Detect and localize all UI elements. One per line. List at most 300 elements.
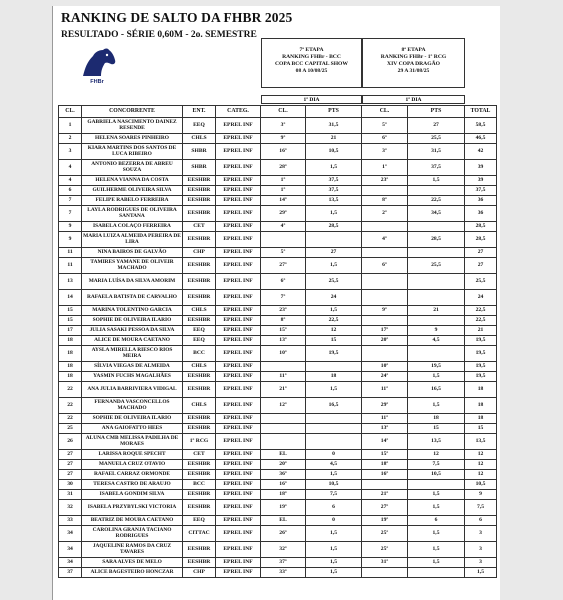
etapa-7-ranking: RANKING FHBr - BCC xyxy=(282,54,341,60)
total-points-cell: 22,5 xyxy=(465,306,497,316)
competitor-name-cell: LARISSA ROQUE SPECHT xyxy=(82,450,183,460)
entity-cell: EEQ xyxy=(183,326,216,336)
total-points-cell: 9 xyxy=(465,490,497,500)
etapa7-points-cell: 37,5 xyxy=(306,176,362,186)
category-cell: EPREL INF xyxy=(216,306,261,316)
etapa7-place-cell: 21º xyxy=(261,382,306,398)
etapa7-place-cell: 10º xyxy=(261,346,306,362)
competitor-name-cell: ALUNA CMB MELISSA PADILHA DE MORAES xyxy=(82,434,183,450)
entity-cell: EESHBR xyxy=(183,232,216,248)
total-points-cell: 12 xyxy=(465,470,497,480)
etapa8-points-cell: 37,5 xyxy=(408,160,465,176)
entity-cell: EESHBR xyxy=(183,274,216,290)
etapa-7-header xyxy=(261,38,362,88)
rank-cell: 18 xyxy=(59,362,82,372)
rank-cell: 18 xyxy=(59,346,82,362)
etapa8-points-cell: 12 xyxy=(408,450,465,460)
total-points-cell: 46,5 xyxy=(465,134,497,144)
col-header-cl-etapa8: CL. xyxy=(362,106,408,118)
entity-cell: EESHBR xyxy=(183,258,216,274)
etapa8-place-cell: 3º xyxy=(362,144,408,160)
total-points-cell: 58,5 xyxy=(465,118,497,134)
category-cell: EPREL INF xyxy=(216,134,261,144)
entity-cell: EEQ xyxy=(183,118,216,134)
total-points-cell: 3 xyxy=(465,526,497,542)
etapa8-place-cell: 27º xyxy=(362,500,408,516)
etapa8-place-cell: 9º xyxy=(362,306,408,316)
competitor-name-cell: JULIA SASAKI PESSOA DA SILVA xyxy=(82,326,183,336)
col-header-pts-etapa8: PTS xyxy=(408,106,465,118)
etapa8-points-cell: 1,5 xyxy=(408,176,465,186)
category-cell: EPREL INF xyxy=(216,336,261,346)
competitor-name-cell: KIARA MARTINS DOS SANTOS DE LUCA RIBEIRO xyxy=(82,144,183,160)
etapa7-points-cell: 1,5 xyxy=(306,258,362,274)
category-cell: EPREL INF xyxy=(216,460,261,470)
etapa7-place-cell: 33º xyxy=(261,568,306,578)
etapa8-points-cell xyxy=(408,568,465,578)
competitor-name-cell: ANA GAIOFATTO HEES xyxy=(82,424,183,434)
rank-cell: 18 xyxy=(59,336,82,346)
etapa7-points-cell: 37,5 xyxy=(306,186,362,196)
etapa8-points-cell: 1,5 xyxy=(408,542,465,558)
category-cell: EPREL INF xyxy=(216,176,261,186)
etapa7-points-cell: 4,5 xyxy=(306,460,362,470)
competitor-name-cell: NINA BAIROS DE GALVÃO xyxy=(82,248,183,258)
competitor-name-cell: SOPHIE DE OLIVEIRA ILARIO xyxy=(82,316,183,326)
etapa8-points-cell: 1,5 xyxy=(408,490,465,500)
etapa8-points-cell: 1,5 xyxy=(408,500,465,516)
etapa8-points-cell xyxy=(408,290,465,306)
etapa-7-event: COPA BCC CAPITAL SHOW xyxy=(275,61,348,67)
etapa7-points-cell: 15 xyxy=(306,336,362,346)
table-row xyxy=(59,414,497,424)
total-points-cell: 27 xyxy=(465,258,497,274)
etapa8-place-cell: 20º xyxy=(362,336,408,346)
entity-cell: EESHBR xyxy=(183,542,216,558)
etapa7-place-cell: 16º xyxy=(261,144,306,160)
total-points-cell: 28,5 xyxy=(465,222,497,232)
category-cell: EPREL INF xyxy=(216,346,261,362)
rank-cell: 27 xyxy=(59,450,82,460)
etapa8-place-cell: 16º xyxy=(362,470,408,480)
etapa8-place-cell: 25º xyxy=(362,542,408,558)
ranking-table xyxy=(58,105,497,578)
etapa7-place-cell: 5º xyxy=(261,248,306,258)
rank-cell: 30 xyxy=(59,480,82,490)
etapa8-points-cell xyxy=(408,480,465,490)
rank-cell: 27 xyxy=(59,470,82,480)
etapa7-place-cell: 6º xyxy=(261,274,306,290)
etapa7-place-cell: 4º xyxy=(261,222,306,232)
category-cell: EPREL INF xyxy=(216,290,261,306)
rank-cell: 22 xyxy=(59,398,82,414)
entity-cell: EESHBR xyxy=(183,382,216,398)
table-row xyxy=(59,558,497,568)
competitor-name-cell: AYSLA MIRELLA RIESCO RIOS MEIRA xyxy=(82,346,183,362)
etapa8-points-cell: 13,5 xyxy=(408,434,465,450)
table-row xyxy=(59,500,497,516)
etapa8-place-cell: 4º xyxy=(362,232,408,248)
table-row xyxy=(59,160,497,176)
category-cell: EPREL INF xyxy=(216,160,261,176)
col-header-pts-etapa7: PTS xyxy=(306,106,362,118)
total-points-cell: 39 xyxy=(465,160,497,176)
total-points-cell: 19,5 xyxy=(465,336,497,346)
etapa7-place-cell: 8º xyxy=(261,316,306,326)
table-row xyxy=(59,480,497,490)
etapa8-place-cell: 6º xyxy=(362,134,408,144)
category-cell: EPREL INF xyxy=(216,196,261,206)
entity-cell: EESHBR xyxy=(183,424,216,434)
etapa7-place-cell: 1º xyxy=(261,186,306,196)
etapa8-points-cell: 6 xyxy=(408,516,465,526)
entity-cell: EESHBR xyxy=(183,290,216,306)
total-points-cell: 28,5 xyxy=(465,232,497,248)
rank-cell: 15 xyxy=(59,306,82,316)
etapa8-place-cell: 24º xyxy=(362,372,408,382)
total-points-cell: 10,5 xyxy=(465,480,497,490)
competitor-name-cell: LAYLA RODRIGUES DE OLIVEIRA SANTANA xyxy=(82,206,183,222)
rank-cell: 34 xyxy=(59,526,82,542)
category-cell: EPREL INF xyxy=(216,362,261,372)
rank-cell: 27 xyxy=(59,460,82,470)
table-row xyxy=(59,274,497,290)
category-cell: EPREL INF xyxy=(216,206,261,222)
entity-cell: CHLS xyxy=(183,306,216,316)
table-row xyxy=(59,134,497,144)
etapa8-place-cell xyxy=(362,274,408,290)
etapa7-points-cell xyxy=(306,362,362,372)
etapa7-place-cell xyxy=(261,434,306,450)
etapa8-points-cell: 31,5 xyxy=(408,144,465,160)
competitor-name-cell: ALICE BAGESTEIRO HONCZAR xyxy=(82,568,183,578)
entity-cell: EESHBR xyxy=(183,490,216,500)
category-cell: EPREL INF xyxy=(216,470,261,480)
etapa7-points-cell: 27 xyxy=(306,248,362,258)
entity-cell: CHLS xyxy=(183,398,216,414)
total-points-cell: 42 xyxy=(465,144,497,160)
etapa8-place-cell: 19º xyxy=(362,516,408,526)
entity-cell: CITTAC xyxy=(183,526,216,542)
table-row xyxy=(59,460,497,470)
etapa7-points-cell: 28,5 xyxy=(306,222,362,232)
category-cell: EPREL INF xyxy=(216,186,261,196)
rank-cell: 1 xyxy=(59,118,82,134)
etapa8-place-cell xyxy=(362,568,408,578)
competitor-name-cell: FERNANDA VASCONCELLOS MACHADO xyxy=(82,398,183,414)
etapa7-place-cell: 7º xyxy=(261,290,306,306)
table-row xyxy=(59,490,497,500)
ranking-sheet xyxy=(52,6,500,600)
category-cell: EPREL INF xyxy=(216,558,261,568)
etapa7-place-cell: 15º xyxy=(261,326,306,336)
total-points-cell: 36 xyxy=(465,196,497,206)
etapa8-points-cell: 25,5 xyxy=(408,134,465,144)
competitor-name-cell: JAQUELINE RAMOS DA CRUZ TAVARES xyxy=(82,542,183,558)
total-points-cell: 7,5 xyxy=(465,500,497,516)
etapa7-place-cell xyxy=(261,414,306,424)
etapa8-place-cell xyxy=(362,480,408,490)
etapa-8-event: XIV COPA DRAGÃO xyxy=(387,61,440,67)
etapa8-place-cell: 18º xyxy=(362,460,408,470)
etapa8-place-cell: 2º xyxy=(362,206,408,222)
etapa7-points-cell xyxy=(306,414,362,424)
rank-cell: 3 xyxy=(59,144,82,160)
category-cell: EPREL INF xyxy=(216,414,261,424)
total-points-cell: 22,5 xyxy=(465,316,497,326)
table-row xyxy=(59,542,497,558)
competitor-name-cell: SARA ALVES DE MELO xyxy=(82,558,183,568)
category-cell: EPREL INF xyxy=(216,372,261,382)
rank-cell: 11 xyxy=(59,258,82,274)
category-cell: EPREL INF xyxy=(216,248,261,258)
table-row xyxy=(59,186,497,196)
etapa8-place-cell: 6º xyxy=(362,258,408,274)
etapa8-place-cell xyxy=(362,290,408,306)
etapa8-place-cell: 13º xyxy=(362,424,408,434)
rank-cell: 11 xyxy=(59,248,82,258)
entity-cell: CHLS xyxy=(183,362,216,372)
competitor-name-cell: ISABELA COLAÇO FERREIRA xyxy=(82,222,183,232)
etapa7-place-cell: 11º xyxy=(261,372,306,382)
etapa7-place-cell: 14º xyxy=(261,196,306,206)
competitor-name-cell: RAFAEL CARRAZ ORMONDE xyxy=(82,470,183,480)
col-header-cl-etapa7: CL. xyxy=(261,106,306,118)
rank-cell: 33 xyxy=(59,516,82,526)
table-row xyxy=(59,382,497,398)
etapa8-points-cell: 4,5 xyxy=(408,336,465,346)
etapa8-points-cell: 27 xyxy=(408,118,465,134)
rank-cell: 17 xyxy=(59,326,82,336)
etapa7-points-cell: 16,5 xyxy=(306,398,362,414)
entity-cell: CET xyxy=(183,222,216,232)
entity-cell: SHBR xyxy=(183,144,216,160)
document-title: RANKING DE SALTO DA FHBR 2025 xyxy=(61,10,293,25)
category-cell: EPREL INF xyxy=(216,398,261,414)
etapa8-points-cell xyxy=(408,274,465,290)
rank-cell: 6 xyxy=(59,186,82,196)
etapa7-points-cell: 19,5 xyxy=(306,346,362,362)
total-points-cell: 18 xyxy=(465,398,497,414)
col-header-cl: CL. xyxy=(59,106,82,118)
table-row xyxy=(59,568,497,578)
rank-cell: 4 xyxy=(59,176,82,186)
etapa8-points-cell: 28,5 xyxy=(408,232,465,248)
etapa8-points-cell: 10,5 xyxy=(408,470,465,480)
rank-cell: 26 xyxy=(59,434,82,450)
total-points-cell: 19,5 xyxy=(465,362,497,372)
etapa8-points-cell: 34,5 xyxy=(408,206,465,222)
etapa7-points-cell xyxy=(306,232,362,248)
entity-cell: EESHBR xyxy=(183,470,216,480)
etapa8-points-cell xyxy=(408,248,465,258)
competitor-name-cell: HELENA VIANNA DA COSTA xyxy=(82,176,183,186)
etapa7-points-cell: 10,5 xyxy=(306,144,362,160)
table-row xyxy=(59,258,497,274)
etapa8-place-cell: 8º xyxy=(362,196,408,206)
etapa8-points-cell xyxy=(408,316,465,326)
etapa8-place-cell: 1º xyxy=(362,160,408,176)
etapa7-place-cell: 32º xyxy=(261,542,306,558)
table-row xyxy=(59,372,497,382)
entity-cell: 1º RCG xyxy=(183,434,216,450)
etapa8-place-cell xyxy=(362,316,408,326)
etapa7-place-cell: 3º xyxy=(261,118,306,134)
category-cell: EPREL INF xyxy=(216,144,261,160)
etapa8-place-cell: 17º xyxy=(362,326,408,336)
table-row xyxy=(59,306,497,316)
total-points-cell: 3 xyxy=(465,542,497,558)
etapa-8-ranking: RANKING FHBr - 1º RCG xyxy=(380,54,447,60)
competitor-name-cell: HELENA SOARES PINHEIRO xyxy=(82,134,183,144)
etapa8-place-cell: 29º xyxy=(362,398,408,414)
entity-cell: EESHBR xyxy=(183,460,216,470)
competitor-name-cell: ANTONIO BEZERRA DE ABREU SOUZA xyxy=(82,160,183,176)
total-points-cell: 15 xyxy=(465,424,497,434)
ranking-table-body xyxy=(59,118,497,578)
total-points-cell: 39 xyxy=(465,176,497,186)
rank-cell: 18 xyxy=(59,372,82,382)
table-row xyxy=(59,362,497,372)
etapa8-place-cell: 11º xyxy=(362,414,408,424)
etapa-8-number: 8ª ETAPA xyxy=(401,47,426,53)
etapa8-place-cell: 5º xyxy=(362,118,408,134)
horse-head-icon xyxy=(75,46,119,80)
table-row xyxy=(59,248,497,258)
rank-cell: 9 xyxy=(59,222,82,232)
etapa8-place-cell: 25º xyxy=(362,526,408,542)
entity-cell: BCC xyxy=(183,346,216,362)
competitor-name-cell: GUILHERME OLIVEIRA SILVA xyxy=(82,186,183,196)
total-points-cell: 21 xyxy=(465,326,497,336)
rank-cell: 14 xyxy=(59,290,82,306)
total-points-cell: 6 xyxy=(465,516,497,526)
etapa8-points-cell: 1,5 xyxy=(408,398,465,414)
etapa8-place-cell: 15º xyxy=(362,450,408,460)
category-cell: EPREL INF xyxy=(216,490,261,500)
entity-cell: EESHBR xyxy=(183,558,216,568)
rank-cell: 31 xyxy=(59,490,82,500)
competitor-name-cell: CAROLINA GRANJA TACIANO RODRIGUES xyxy=(82,526,183,542)
entity-cell: EESHBR xyxy=(183,316,216,326)
table-row xyxy=(59,144,497,160)
competitor-name-cell: ANA JULIA BARRIVIERA VIDIGAL xyxy=(82,382,183,398)
etapa8-points-cell: 16,5 xyxy=(408,382,465,398)
etapa7-place-cell: 13º xyxy=(261,336,306,346)
etapa7-points-cell: 0 xyxy=(306,516,362,526)
rank-cell: 13 xyxy=(59,274,82,290)
etapa7-points-cell: 18 xyxy=(306,372,362,382)
total-points-cell: 24 xyxy=(465,290,497,306)
table-row xyxy=(59,516,497,526)
total-points-cell: 18 xyxy=(465,382,497,398)
col-header-concorrente: CONCORRENTE xyxy=(82,106,183,118)
total-points-cell: 18 xyxy=(465,414,497,424)
col-header-ent: ENT. xyxy=(183,106,216,118)
etapa8-place-cell: 31º xyxy=(362,558,408,568)
total-points-cell: 1,5 xyxy=(465,568,497,578)
etapa7-points-cell: 1,5 xyxy=(306,306,362,316)
total-points-cell: 37,5 xyxy=(465,186,497,196)
etapa7-points-cell: 13,5 xyxy=(306,196,362,206)
etapa8-place-cell xyxy=(362,248,408,258)
category-cell: EPREL INF xyxy=(216,274,261,290)
entity-cell: EEQ xyxy=(183,516,216,526)
etapa8-points-cell: 1,5 xyxy=(408,558,465,568)
col-header-total: TOTAL xyxy=(465,106,497,118)
table-row xyxy=(59,434,497,450)
category-cell: EPREL INF xyxy=(216,258,261,274)
category-cell: EPREL INF xyxy=(216,316,261,326)
etapa7-points-cell: 0 xyxy=(306,450,362,460)
etapa7-place-cell: 36º xyxy=(261,470,306,480)
etapa8-place-cell: 11º xyxy=(362,382,408,398)
table-row xyxy=(59,222,497,232)
category-cell: EPREL INF xyxy=(216,516,261,526)
etapa7-points-cell: 21 xyxy=(306,134,362,144)
total-points-cell: 19,5 xyxy=(465,372,497,382)
etapa8-place-cell: 23º xyxy=(362,176,408,186)
category-cell: EPREL INF xyxy=(216,526,261,542)
etapa7-points-cell: 1,5 xyxy=(306,160,362,176)
competitor-name-cell: SÍLVIA VIEGAS DE ALMEIDA xyxy=(82,362,183,372)
category-cell: EPREL INF xyxy=(216,480,261,490)
etapa8-place-cell xyxy=(362,346,408,362)
competitor-name-cell: BEATRIZ DE MOURA CAETANO xyxy=(82,516,183,526)
etapa7-place-cell: 16º xyxy=(261,480,306,490)
entity-cell: EESHBR xyxy=(183,206,216,222)
entity-cell: EESHBR xyxy=(183,176,216,186)
etapa7-points-cell: 1,5 xyxy=(306,542,362,558)
competitor-name-cell: YASMIN FUCHS MAGALHÃES xyxy=(82,372,183,382)
etapa7-points-cell: 31,5 xyxy=(306,118,362,134)
rank-cell: 32 xyxy=(59,500,82,516)
competitor-name-cell: ISABELA PRZYBYLSKI VICTORIA xyxy=(82,500,183,516)
competitor-name-cell: SOPHIE DE OLIVEIRA ILARIO xyxy=(82,414,183,424)
etapa7-points-cell: 1,5 xyxy=(306,470,362,480)
etapa8-points-cell xyxy=(408,186,465,196)
logo-text: FHBr xyxy=(90,79,104,85)
entity-cell: EESHBR xyxy=(183,500,216,516)
total-points-cell: 36 xyxy=(465,206,497,222)
entity-cell: EEQ xyxy=(183,336,216,346)
category-cell: EPREL INF xyxy=(216,232,261,248)
etapa-8-header xyxy=(362,38,465,88)
table-row xyxy=(59,206,497,222)
etapa7-place-cell: 26º xyxy=(261,526,306,542)
entity-cell: CET xyxy=(183,450,216,460)
table-row xyxy=(59,526,497,542)
etapa8-place-cell: 14º xyxy=(362,434,408,450)
etapa8-place-cell xyxy=(362,186,408,196)
col-header-categ: CATEG. xyxy=(216,106,261,118)
rank-cell: 7 xyxy=(59,206,82,222)
etapa7-place-cell: EL xyxy=(261,450,306,460)
table-row xyxy=(59,176,497,186)
etapa7-place-cell: 29º xyxy=(261,206,306,222)
etapa-8-day-label: 1º DIA xyxy=(362,95,465,104)
etapa-7-dates: 08 A 10/08/25 xyxy=(295,68,328,74)
etapa7-place-cell xyxy=(261,424,306,434)
competitor-name-cell: ALICE DE MOURA CAETANO xyxy=(82,336,183,346)
table-row xyxy=(59,290,497,306)
entity-cell: CHP xyxy=(183,568,216,578)
etapa7-place-cell: 23º xyxy=(261,306,306,316)
etapa7-place-cell: 28º xyxy=(261,160,306,176)
category-cell: EPREL INF xyxy=(216,542,261,558)
table-row xyxy=(59,424,497,434)
entity-cell: BCC xyxy=(183,480,216,490)
